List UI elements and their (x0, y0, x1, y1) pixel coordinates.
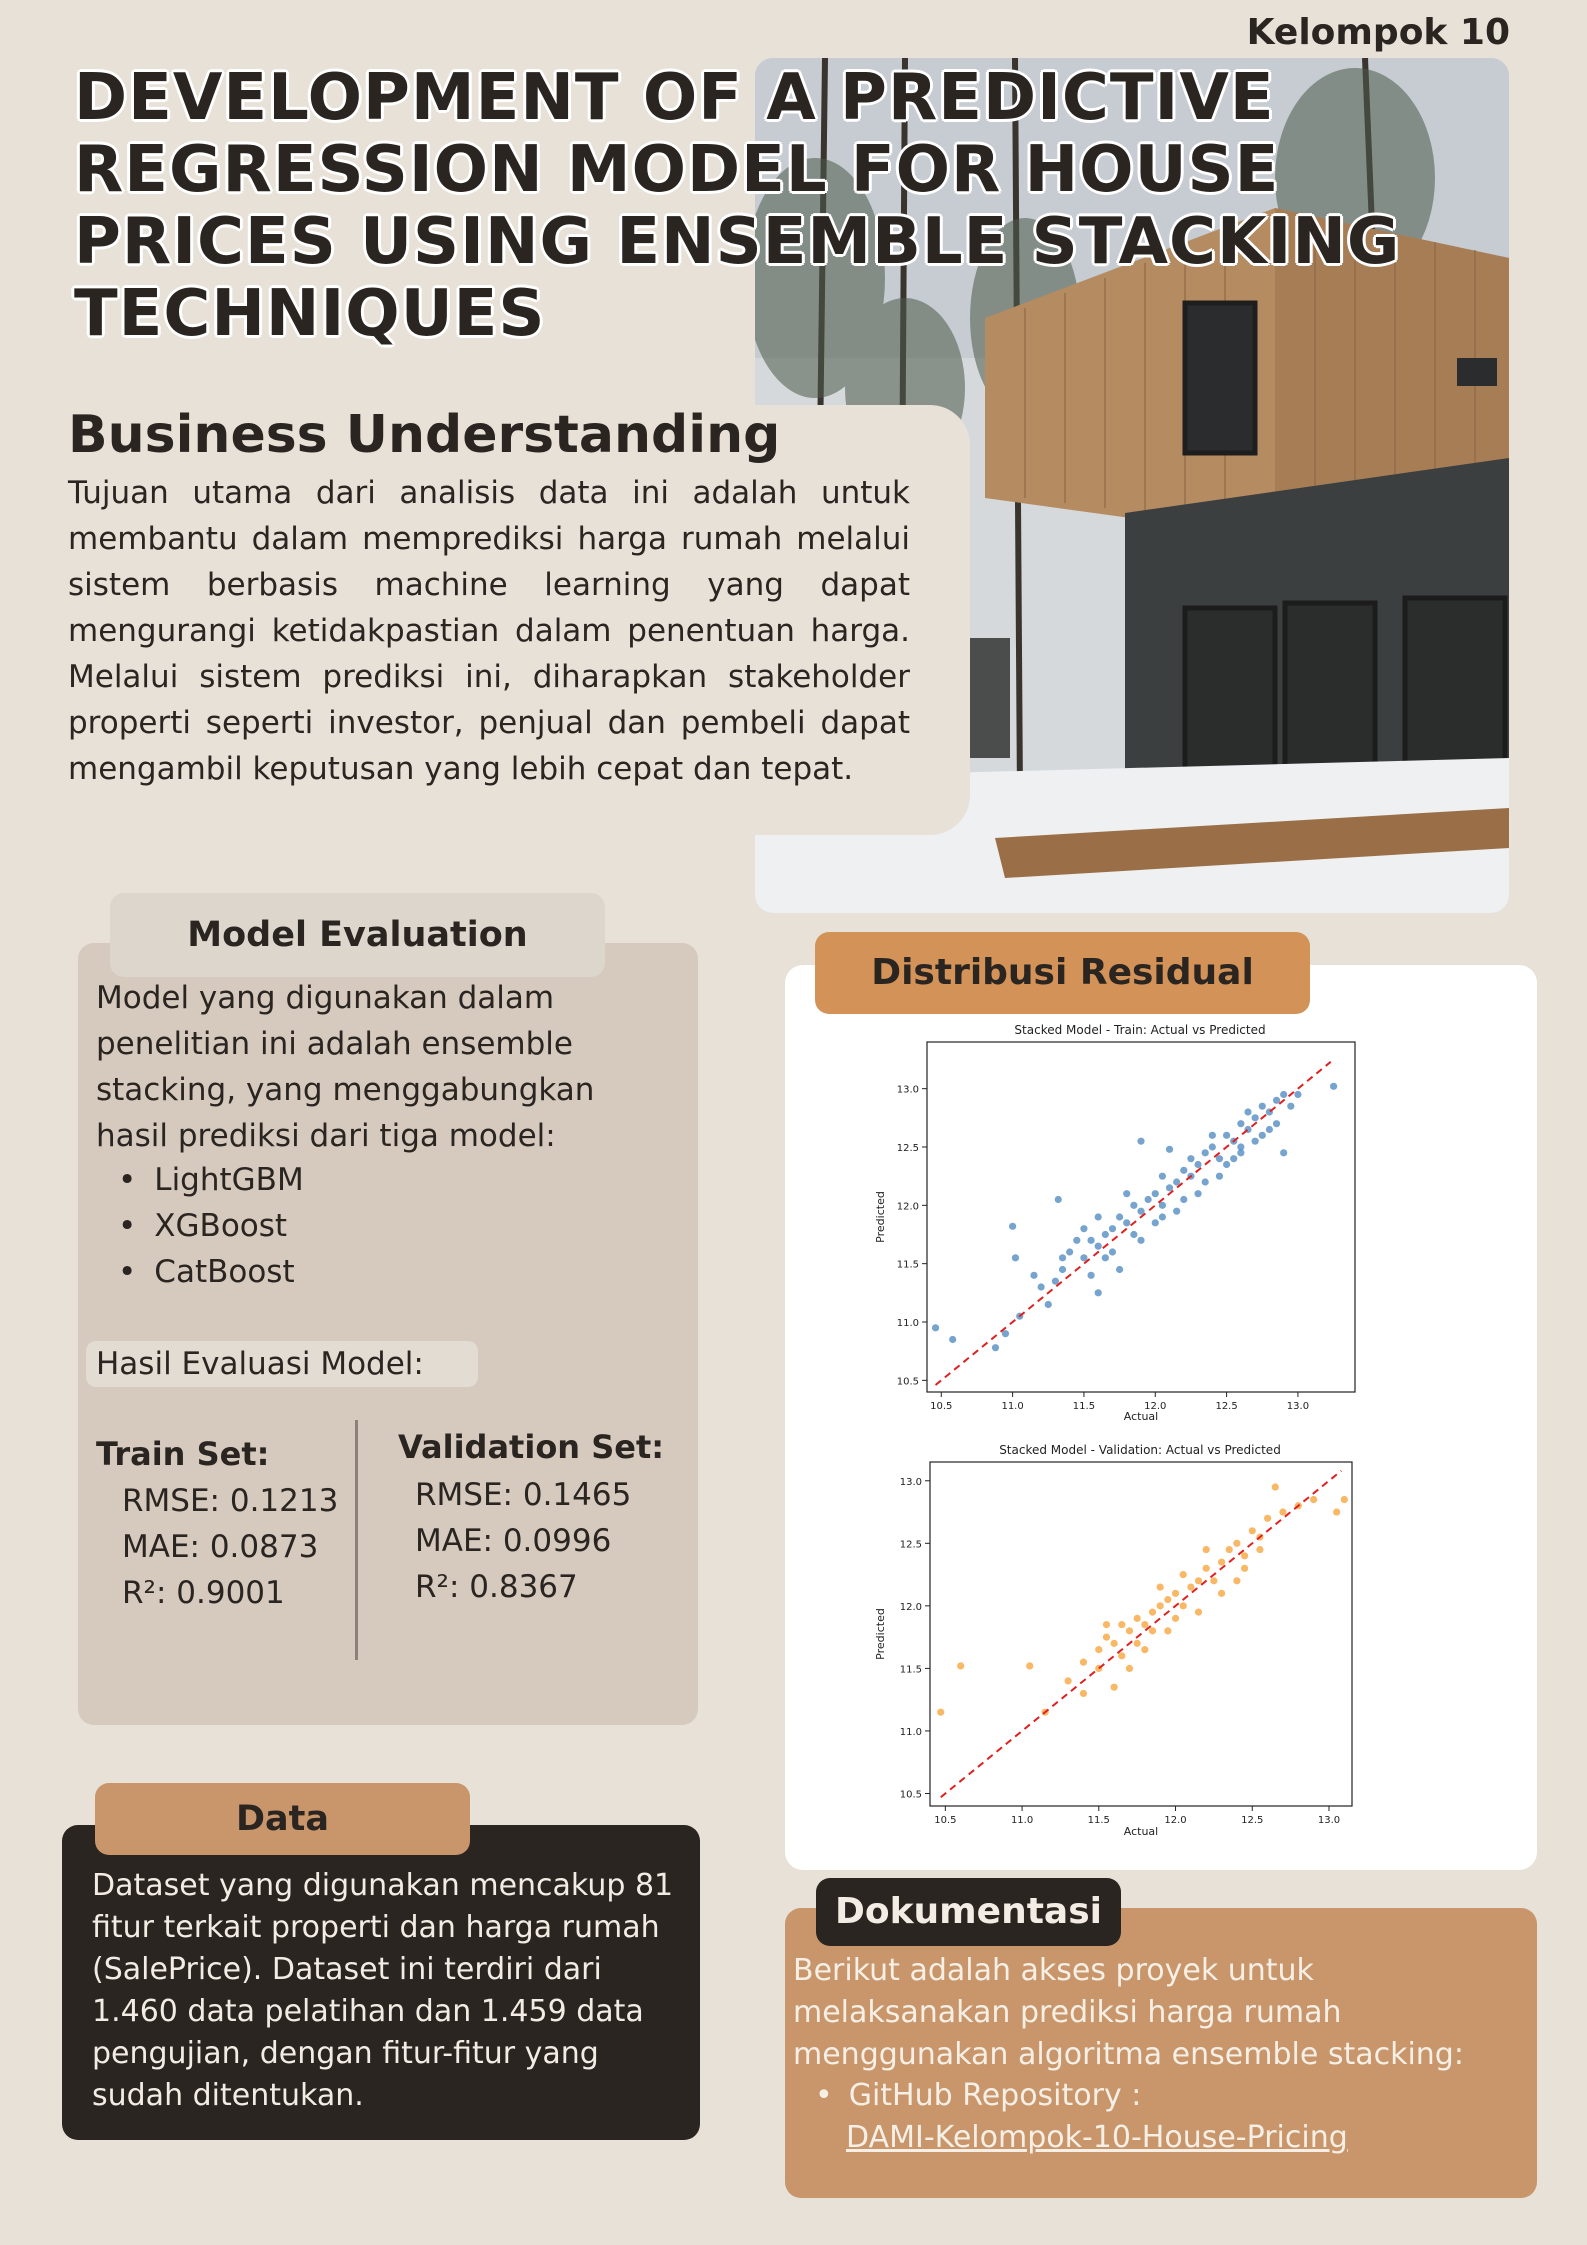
scatter-point (1095, 1213, 1102, 1220)
x-tick-label: 12.0 (1144, 1401, 1167, 1412)
scatter-point (1195, 1609, 1202, 1616)
scatter-point (1164, 1627, 1171, 1634)
scatter-point (1045, 1301, 1052, 1308)
scatter-point (1166, 1146, 1173, 1153)
y-tick-label: 11.5 (899, 1664, 922, 1676)
scatter-point (1012, 1254, 1019, 1261)
scatter-point (1180, 1571, 1187, 1578)
scatter-point (1080, 1690, 1087, 1697)
scatter-point (1241, 1565, 1248, 1572)
scatter-point (1159, 1213, 1166, 1220)
scatter-point (1123, 1219, 1130, 1226)
y-tick-label: 13.0 (899, 1476, 922, 1488)
x-tick-label: 10.5 (934, 1815, 957, 1826)
y-tick-label: 12.0 (896, 1201, 919, 1213)
scatter-point (1209, 1143, 1216, 1150)
train-r2: R²: 0.9001 (122, 1575, 285, 1611)
scatter-point (1287, 1103, 1294, 1110)
y-tick-label: 12.5 (899, 1539, 922, 1551)
x-tick-label: 12.5 (1215, 1401, 1238, 1412)
reference-line (936, 1062, 1331, 1385)
scatter-point (1152, 1219, 1159, 1226)
scatter-point (1145, 1196, 1152, 1203)
scatter-point (1134, 1640, 1141, 1647)
train-set-metrics (122, 1478, 338, 1616)
train-set-heading: Train Set: (96, 1435, 270, 1473)
validation-set-heading: Validation Set: (398, 1428, 665, 1466)
scatter-point (1116, 1213, 1123, 1220)
data-text: Dataset yang digunakan mencakup 81 fitur terkait properti dan harga rumah (SalePrice). Dataset ini terdiri dari 1.460 data pelatihan dan 1.459 data pengujian, dengan fitur-fitur yang sudah ditentukan. (92, 1868, 674, 2113)
model-list (118, 1157, 304, 1295)
list-item: • GitHub Repository : (815, 2075, 1141, 2117)
scatter-point (937, 1709, 944, 1716)
x-tick-label: 12.0 (1164, 1815, 1187, 1826)
scatter-point (1272, 1483, 1279, 1490)
x-tick-label: 11.5 (1072, 1401, 1096, 1412)
scatter-point (1241, 1552, 1248, 1559)
scatter-point (1073, 1237, 1080, 1244)
data-heading: Data (95, 1783, 470, 1855)
scatter-point (1009, 1223, 1016, 1230)
scatter-point (1256, 1546, 1263, 1553)
documentation-text: Berikut adalah akses proyek untuk melaksanakan prediksi harga rumah menggunakan algoritma ensemble stacking: (793, 1953, 1464, 2072)
scatter-point (1259, 1103, 1266, 1110)
scatter-point (1194, 1190, 1201, 1197)
scatter-point (1223, 1161, 1230, 1168)
results-label: Hasil Evaluasi Model: (86, 1341, 478, 1387)
scatter-point (1233, 1540, 1240, 1547)
x-tick-label: 11.0 (1001, 1401, 1024, 1412)
scatter-point (1172, 1590, 1179, 1597)
scatter-point (1141, 1646, 1148, 1653)
scatter-point (1055, 1196, 1062, 1203)
residual-heading: Distribusi Residual (815, 932, 1310, 1014)
x-tick-label: 13.0 (1286, 1401, 1310, 1412)
scatter-point (1172, 1615, 1179, 1622)
scatter-point (1187, 1155, 1194, 1162)
x-axis-label: Actual (1123, 1410, 1159, 1423)
scatter-point (1111, 1684, 1118, 1691)
scatter-point (1116, 1266, 1123, 1273)
scatter-point (1095, 1646, 1102, 1653)
scatter-point (1103, 1621, 1110, 1628)
x-tick-label: 12.5 (1241, 1815, 1264, 1826)
scatter-point (1202, 1178, 1209, 1185)
model-evaluation-heading: Model Evaluation (110, 893, 605, 977)
scatter-point (1259, 1132, 1266, 1139)
y-axis-label: Predicted (874, 1608, 887, 1660)
chart-title: Stacked Model - Validation: Actual vs Predicted (999, 1443, 1281, 1457)
github-repo-link[interactable]: DAMI-Kelompok-10-House-Pricing (846, 2120, 1348, 2155)
scatter-point (1152, 1190, 1159, 1197)
scatter-point (1279, 1508, 1286, 1515)
scatter-point (1065, 1677, 1072, 1684)
x-axis-label: Actual (1123, 1825, 1159, 1838)
y-tick-label: 11.5 (896, 1259, 919, 1271)
scatter-point (1109, 1248, 1116, 1255)
validation-mae: MAE: 0.0996 (415, 1523, 612, 1559)
scatter-point (1137, 1237, 1144, 1244)
scatter-point (1111, 1640, 1118, 1647)
list-item: • CatBoost (118, 1249, 304, 1295)
scatter-point (1180, 1602, 1187, 1609)
scatter-point (1180, 1167, 1187, 1174)
scatter-point (1087, 1237, 1094, 1244)
scatter-point (1102, 1254, 1109, 1261)
scatter-point (1249, 1527, 1256, 1534)
scatter-point (1109, 1225, 1116, 1232)
scatter-point (1244, 1108, 1251, 1115)
scatter-point (1130, 1202, 1137, 1209)
y-tick-label: 12.5 (896, 1143, 919, 1154)
scatter-point (1264, 1515, 1271, 1522)
scatter-point (1130, 1231, 1137, 1238)
train-scatter-chart (870, 1020, 1370, 1425)
scatter-point (1226, 1546, 1233, 1553)
scatter-point (1164, 1596, 1171, 1603)
scatter-point (1252, 1114, 1259, 1121)
scatter-point (1126, 1665, 1133, 1672)
scatter-point (1237, 1143, 1244, 1150)
scatter-point (1123, 1190, 1130, 1197)
scatter-point (1310, 1496, 1317, 1503)
scatter-point (1202, 1149, 1209, 1156)
scatter-point (1210, 1577, 1217, 1584)
scatter-point (1173, 1208, 1180, 1215)
scatter-point (1134, 1615, 1141, 1622)
y-tick-label: 11.0 (896, 1318, 919, 1329)
y-tick-label: 10.5 (896, 1376, 919, 1388)
scatter-point (1095, 1289, 1102, 1296)
metrics-divider (355, 1420, 358, 1660)
x-tick-label: 11.5 (1087, 1815, 1110, 1826)
scatter-point (1252, 1138, 1259, 1145)
documentation-list (815, 2075, 1141, 2117)
scatter-point (1333, 1508, 1340, 1515)
scatter-point (1026, 1662, 1033, 1669)
main-title: DEVELOPMENT OF A PREDICTIVE REGRESSION MODEL FOR HOUSE PRICES USING ENSEMBLE STACKING TECHNIQUES (74, 61, 1401, 351)
scatter-point (1080, 1659, 1087, 1666)
scatter-point (1230, 1155, 1237, 1162)
train-rmse: RMSE: 0.1213 (122, 1483, 339, 1519)
scatter-point (1341, 1496, 1348, 1503)
scatter-point (1209, 1132, 1216, 1139)
scatter-point (1216, 1173, 1223, 1180)
y-tick-label: 10.5 (899, 1789, 922, 1801)
scatter-point (1157, 1602, 1164, 1609)
x-tick-label: 10.5 (930, 1401, 953, 1412)
list-item: • XGBoost (118, 1203, 304, 1249)
y-tick-label: 13.0 (896, 1084, 919, 1096)
validation-rmse: RMSE: 0.1465 (415, 1477, 632, 1513)
reference-line (941, 1471, 1342, 1797)
scatter-point (1203, 1565, 1210, 1572)
scatter-point (1030, 1272, 1037, 1279)
scatter-point (1066, 1248, 1073, 1255)
scatter-point (1203, 1546, 1210, 1553)
scatter-point (1118, 1652, 1125, 1659)
business-heading: Business Understanding (68, 405, 781, 465)
model-evaluation-intro: Model yang digunakan dalam penelitian ini adalah ensemble stacking, yang menggabungkan hasil prediksi dari tiga model: (96, 980, 595, 1154)
scatter-point (1330, 1083, 1337, 1090)
scatter-point (1141, 1621, 1148, 1628)
scatter-point (1280, 1149, 1287, 1156)
train-mae: MAE: 0.0873 (122, 1529, 319, 1565)
y-tick-label: 11.0 (899, 1726, 922, 1738)
x-tick-label: 13.0 (1317, 1815, 1341, 1826)
scatter-point (1280, 1091, 1287, 1098)
scatter-point (1273, 1120, 1280, 1127)
validation-scatter-chart (870, 1440, 1370, 1845)
scatter-point (1195, 1577, 1202, 1584)
scatter-point (1137, 1138, 1144, 1145)
group-label: Kelompok 10 (1246, 12, 1510, 53)
validation-set-metrics (415, 1472, 631, 1610)
scatter-point (1095, 1243, 1102, 1250)
scatter-point (1159, 1173, 1166, 1180)
scatter-point (1102, 1231, 1109, 1238)
scatter-point (1218, 1558, 1225, 1565)
business-text: Tujuan utama dari analisis data ini adalah untuk membantu dalam memprediksi harga rumah melalui sistem berbasis machine learning yang dapat mengurangi ketidakpastian dalam penentuan harga. Melalui sistem prediksi ini, diharapkan stakeholder properti seperti investor, penjual dan pembeli dapat mengambil keputusan yang lebih cepat dan tepat. (68, 475, 910, 787)
scatter-point (1218, 1590, 1225, 1597)
scatter-point (1266, 1126, 1273, 1133)
scatter-point (1223, 1132, 1230, 1139)
documentation-heading: Dokumentasi (816, 1878, 1121, 1946)
scatter-point (1149, 1609, 1156, 1616)
x-tick-label: 11.0 (1010, 1815, 1034, 1826)
scatter-point (1059, 1254, 1066, 1261)
list-item: • LightGBM (118, 1157, 304, 1203)
scatter-point (1157, 1583, 1164, 1590)
chart-title: Stacked Model - Train: Actual vs Predicted (1014, 1023, 1266, 1037)
scatter-point (1087, 1272, 1094, 1279)
scatter-point (1149, 1627, 1156, 1634)
scatter-point (1180, 1196, 1187, 1203)
scatter-point (1237, 1120, 1244, 1127)
scatter-point (1118, 1621, 1125, 1628)
scatter-point (957, 1662, 964, 1669)
scatter-point (1294, 1091, 1301, 1098)
scatter-point (1194, 1161, 1201, 1168)
scatter-point (1038, 1283, 1045, 1290)
scatter-point (1233, 1577, 1240, 1584)
scatter-point (1103, 1634, 1110, 1641)
y-axis-label: Predicted (874, 1191, 887, 1243)
y-tick-label: 12.0 (899, 1601, 922, 1613)
scatter-point (1080, 1225, 1087, 1232)
scatter-point (992, 1344, 999, 1351)
scatter-point (932, 1324, 939, 1331)
scatter-point (1126, 1627, 1133, 1634)
scatter-point (949, 1336, 956, 1343)
scatter-point (1187, 1583, 1194, 1590)
validation-r2: R²: 0.8367 (415, 1569, 578, 1605)
scatter-point (1059, 1266, 1066, 1273)
